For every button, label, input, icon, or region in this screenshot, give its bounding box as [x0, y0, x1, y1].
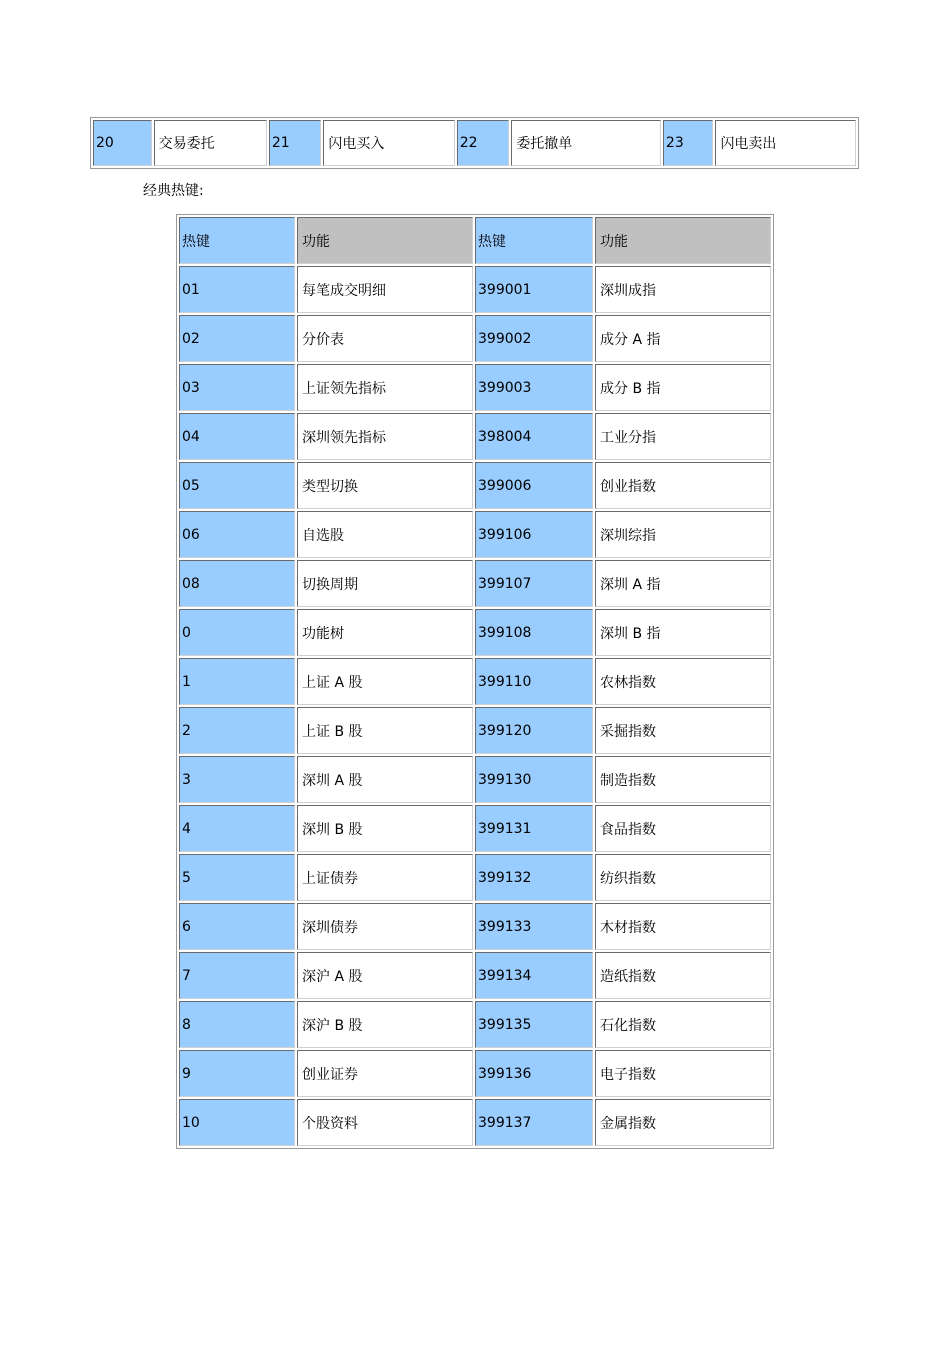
hotkey-cell: 399133	[475, 903, 593, 950]
hotkey-cell: 399137	[475, 1099, 593, 1146]
function-cell: 创业证券	[297, 1050, 473, 1097]
function-cell: 功能树	[297, 609, 473, 656]
hotkey-cell: 1	[179, 658, 295, 705]
hotkey-cell: 9	[179, 1050, 295, 1097]
function-cell: 制造指数	[595, 756, 771, 803]
table-row	[179, 462, 771, 509]
table-row	[179, 707, 771, 754]
hotkey-cell: 02	[179, 315, 295, 362]
table-row	[179, 609, 771, 656]
header-hotkey: 热键	[179, 217, 295, 264]
hotkey-cell: 04	[179, 413, 295, 460]
function-cell: 采掘指数	[595, 707, 771, 754]
function-cell: 深圳债券	[297, 903, 473, 950]
hotkey-cell: 22	[457, 120, 510, 166]
function-cell: 深圳 A 指	[595, 560, 771, 607]
function-cell: 工业分指	[595, 413, 771, 460]
hotkey-cell: 399110	[475, 658, 593, 705]
hotkey-cell: 23	[663, 120, 714, 166]
table-row	[179, 854, 771, 901]
hotkey-cell: 399006	[475, 462, 593, 509]
function-cell: 上证 A 股	[297, 658, 473, 705]
hotkey-cell: 05	[179, 462, 295, 509]
top-row	[93, 120, 856, 166]
hotkey-cell: 06	[179, 511, 295, 558]
function-cell: 成分 A 指	[595, 315, 771, 362]
hotkey-cell: 399108	[475, 609, 593, 656]
table-row	[179, 756, 771, 803]
function-cell: 深圳领先指标	[297, 413, 473, 460]
function-cell: 金属指数	[595, 1099, 771, 1146]
table-row	[179, 413, 771, 460]
function-cell: 切换周期	[297, 560, 473, 607]
hotkey-cell: 399107	[475, 560, 593, 607]
table-row	[179, 1050, 771, 1097]
function-cell: 创业指数	[595, 462, 771, 509]
table-row	[179, 658, 771, 705]
function-cell: 深沪 A 股	[297, 952, 473, 999]
table-row	[179, 315, 771, 362]
section-label: 经典热键:	[143, 183, 204, 199]
table-row	[179, 560, 771, 607]
hotkey-cell: 399132	[475, 854, 593, 901]
header-function: 功能	[297, 217, 473, 264]
table-header-row	[179, 217, 771, 264]
hotkey-cell: 398004	[475, 413, 593, 460]
function-cell: 深圳 B 指	[595, 609, 771, 656]
hotkey-cell: 7	[179, 952, 295, 999]
function-cell: 自选股	[297, 511, 473, 558]
function-cell: 成分 B 指	[595, 364, 771, 411]
hotkey-cell: 399003	[475, 364, 593, 411]
hotkey-cell: 10	[179, 1099, 295, 1146]
hotkey-cell: 399106	[475, 511, 593, 558]
hotkey-cell: 2	[179, 707, 295, 754]
function-cell: 上证 B 股	[297, 707, 473, 754]
hotkey-cell: 21	[269, 120, 322, 166]
function-cell: 类型切换	[297, 462, 473, 509]
table-row	[179, 266, 771, 313]
hotkey-cell: 20	[93, 120, 152, 166]
function-cell: 交易委托	[154, 120, 267, 166]
function-cell: 食品指数	[595, 805, 771, 852]
header-function: 功能	[595, 217, 771, 264]
hotkey-cell: 399134	[475, 952, 593, 999]
function-cell: 深圳 B 股	[297, 805, 473, 852]
function-cell: 纺织指数	[595, 854, 771, 901]
hotkey-cell: 4	[179, 805, 295, 852]
function-cell: 木材指数	[595, 903, 771, 950]
hotkey-cell: 8	[179, 1001, 295, 1048]
hotkey-cell: 0	[179, 609, 295, 656]
hotkey-cell: 3	[179, 756, 295, 803]
table-row	[179, 364, 771, 411]
function-cell: 深圳成指	[595, 266, 771, 313]
hotkey-cell: 399136	[475, 1050, 593, 1097]
function-cell: 电子指数	[595, 1050, 771, 1097]
function-cell: 每笔成交明细	[297, 266, 473, 313]
hotkey-cell: 399130	[475, 756, 593, 803]
function-cell: 上证债券	[297, 854, 473, 901]
table-row	[179, 952, 771, 999]
hotkey-cell: 08	[179, 560, 295, 607]
classic-hotkey-table	[176, 214, 774, 1149]
function-cell: 深圳综指	[595, 511, 771, 558]
table-row	[179, 511, 771, 558]
hotkey-cell: 6	[179, 903, 295, 950]
table-row	[179, 903, 771, 950]
hotkey-cell: 5	[179, 854, 295, 901]
function-cell: 闪电卖出	[715, 120, 856, 166]
hotkey-cell: 03	[179, 364, 295, 411]
function-cell: 深沪 B 股	[297, 1001, 473, 1048]
header-hotkey: 热键	[475, 217, 593, 264]
function-cell: 造纸指数	[595, 952, 771, 999]
hotkey-cell: 399131	[475, 805, 593, 852]
table-body	[179, 266, 771, 1146]
hotkey-cell: 399001	[475, 266, 593, 313]
hotkey-cell: 399120	[475, 707, 593, 754]
function-cell: 农林指数	[595, 658, 771, 705]
function-cell: 上证领先指标	[297, 364, 473, 411]
table-row	[179, 1001, 771, 1048]
function-cell: 石化指数	[595, 1001, 771, 1048]
function-cell: 深圳 A 股	[297, 756, 473, 803]
function-cell: 个股资料	[297, 1099, 473, 1146]
table-row	[179, 805, 771, 852]
function-cell: 分价表	[297, 315, 473, 362]
function-cell: 闪电买入	[323, 120, 454, 166]
hotkey-cell: 399135	[475, 1001, 593, 1048]
table-row	[179, 1099, 771, 1146]
hotkey-cell: 01	[179, 266, 295, 313]
top-hotkey-table	[90, 117, 859, 169]
hotkey-cell: 399002	[475, 315, 593, 362]
function-cell: 委托撤单	[511, 120, 661, 166]
